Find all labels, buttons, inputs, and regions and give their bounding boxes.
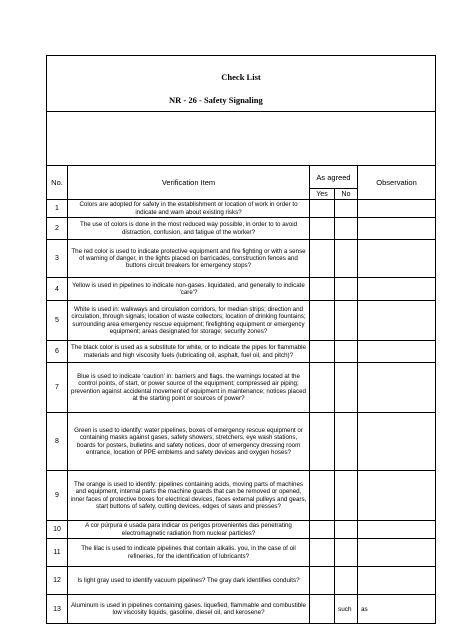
observation-cell[interactable] <box>358 539 436 567</box>
answer-yes-cell[interactable] <box>310 413 335 471</box>
observation-cell[interactable] <box>358 218 436 240</box>
verification-item-text: The red color is used to indicate protective equipment and fire fighting or with a sense of warning of danger, in the lights placed on barricades, construction fences and buttons circuit breakers for emergency stops? <box>68 240 310 278</box>
answer-no-cell[interactable] <box>335 413 358 471</box>
verification-item-text: White is used in: walkways and circulation corridors, for median strips; direction and circulation, through signals; location of waste collectors; location of drinking fountains; surrounding area emergency rescue equipment; firefighting equipment or emergency equipment; areas designated for storage; security zones? <box>68 301 310 341</box>
answer-no-cell[interactable] <box>335 240 358 278</box>
answer-yes-cell[interactable] <box>310 539 335 567</box>
table-row <box>47 218 436 240</box>
answer-no-cell[interactable] <box>335 218 358 240</box>
row-number: 5 <box>47 301 68 341</box>
observation-cell[interactable] <box>358 301 436 341</box>
observation-cell[interactable] <box>358 363 436 413</box>
observation-cell[interactable] <box>358 278 436 301</box>
row-number: 8 <box>47 413 68 471</box>
row-number: 13 <box>47 595 68 624</box>
answer-no-cell[interactable] <box>335 521 358 539</box>
row-number: 6 <box>47 341 68 363</box>
answer-yes-cell[interactable] <box>310 363 335 413</box>
answer-yes-cell[interactable] <box>310 218 335 240</box>
table-row <box>47 539 436 567</box>
table-row <box>47 200 436 218</box>
verification-item-text: Aluminum is used in pipelines containing gases. liquefied, flammable and combustible low viscosity liquids, gasoline, diesel oil, and kerosene? <box>68 595 310 624</box>
answer-yes-cell[interactable] <box>310 471 335 521</box>
verification-item-text: Blue is used to indicate 'caution' in: barriers and flags. the warnings located at the control points, of start, or power source of the equipment; compressed air piping; prevention against accidental movement of equipment in maintenance; notices placed at the starting point or sources of power? <box>68 363 310 413</box>
answer-yes-cell[interactable] <box>310 521 335 539</box>
document-subtitle: NR - 26 - Safety Signaling <box>169 94 263 105</box>
col-header-agreed: As agreed <box>310 166 358 189</box>
observation-cell[interactable] <box>358 521 436 539</box>
checklist-sheet <box>46 55 435 624</box>
answer-yes-cell[interactable] <box>310 567 335 595</box>
observation-cell[interactable]: as <box>358 595 436 624</box>
verification-item-text: Yellow is used in pipelines to indicate non-gases. liquidated, and generally to indicate 'care'? <box>68 278 310 301</box>
table-row <box>47 240 436 278</box>
row-number: 4 <box>47 278 68 301</box>
row-number: 10 <box>47 521 68 539</box>
col-header-item: Verification Item <box>68 166 310 200</box>
answer-no-cell[interactable] <box>335 471 358 521</box>
title-block <box>47 56 436 112</box>
observation-cell[interactable] <box>358 471 436 521</box>
verification-item-text: Colors are adopted for safety in the establishment or location of work in order to indicate and warn about existing risks? <box>68 200 310 218</box>
answer-yes-cell[interactable] <box>310 595 335 624</box>
document-title: Check List <box>221 71 261 82</box>
answer-no-cell[interactable] <box>335 567 358 595</box>
row-number: 12 <box>47 567 68 595</box>
answer-yes-cell[interactable] <box>310 341 335 363</box>
answer-no-cell[interactable] <box>335 539 358 567</box>
col-header-yes: Yes <box>310 189 335 200</box>
table-row <box>47 278 436 301</box>
row-number: 9 <box>47 471 68 521</box>
answer-yes-cell[interactable] <box>310 278 335 301</box>
answer-yes-cell[interactable] <box>310 301 335 341</box>
answer-yes-cell[interactable] <box>310 200 335 218</box>
observation-cell[interactable] <box>358 567 436 595</box>
answer-no-cell[interactable] <box>335 301 358 341</box>
answer-no-cell[interactable] <box>335 200 358 218</box>
answer-no-cell[interactable]: such <box>335 595 358 624</box>
verification-item-text: The orange is used to identify: pipelines containing acids, moving parts of machines and equipment, internal parts the machine guards that can be removed or opened, inner faces of protective boxes for electrical devices, faces external pulleys and gears, start buttons of safety, cutting devices, edges of saws and presses? <box>68 471 310 521</box>
answer-no-cell[interactable] <box>335 341 358 363</box>
table-row <box>47 301 436 341</box>
verification-item-text: A cor púrpura é usada para indicar os perigos provenientes das penetrating electromagnetic radiation from nuclear particles? <box>68 521 310 539</box>
blank-row <box>47 112 436 166</box>
verification-item-text: The use of colors is done in the most reduced way possible, in order to to avoid distraction, confusion, and fatigue of the worker? <box>68 218 310 240</box>
row-number: 11 <box>47 539 68 567</box>
col-header-observation: Observation <box>358 166 436 200</box>
row-number: 1 <box>47 200 68 218</box>
verification-item-text: Green is used to identify: water pipelines, boxes of emergency rescue equipment or containing masks against gases, safety showers, stretchers, eye wash stations, boards for posters, bulletins and safety notices, door of emergency dressing room entrance, location of PPE emblems and safety devices and oxygen hoses? <box>68 413 310 471</box>
table-row <box>47 521 436 539</box>
table-row <box>47 341 436 363</box>
row-number: 3 <box>47 240 68 278</box>
row-number: 7 <box>47 363 68 413</box>
answer-no-cell[interactable] <box>335 363 358 413</box>
observation-cell[interactable] <box>358 341 436 363</box>
answer-no-cell[interactable] <box>335 278 358 301</box>
table-row <box>47 595 436 624</box>
table-row <box>47 363 436 413</box>
table-row <box>47 413 436 471</box>
table-row <box>47 471 436 521</box>
answer-yes-cell[interactable] <box>310 240 335 278</box>
verification-item-text: The lilac is used to indicate pipelines that contain alkalis. you, in the case of oil refineries, for the identification of lubricants? <box>68 539 310 567</box>
checklist-table <box>46 55 436 624</box>
col-header-no: No. <box>47 166 68 200</box>
observation-cell[interactable] <box>358 200 436 218</box>
row-number: 2 <box>47 218 68 240</box>
verification-item-text: Is light gray used to identify vacuum pipelines? The gray dark identifies conduits? <box>68 567 310 595</box>
observation-cell[interactable] <box>358 413 436 471</box>
observation-cell[interactable] <box>358 240 436 278</box>
table-row <box>47 567 436 595</box>
verification-item-text: The black color is used as a substitute for white, or to indicate the pipes for flammable materials and high viscosity fuels (lubricating oil, asphalt, fuel oil, and pitch)? <box>68 341 310 363</box>
col-header-no-answer: No <box>335 189 358 200</box>
